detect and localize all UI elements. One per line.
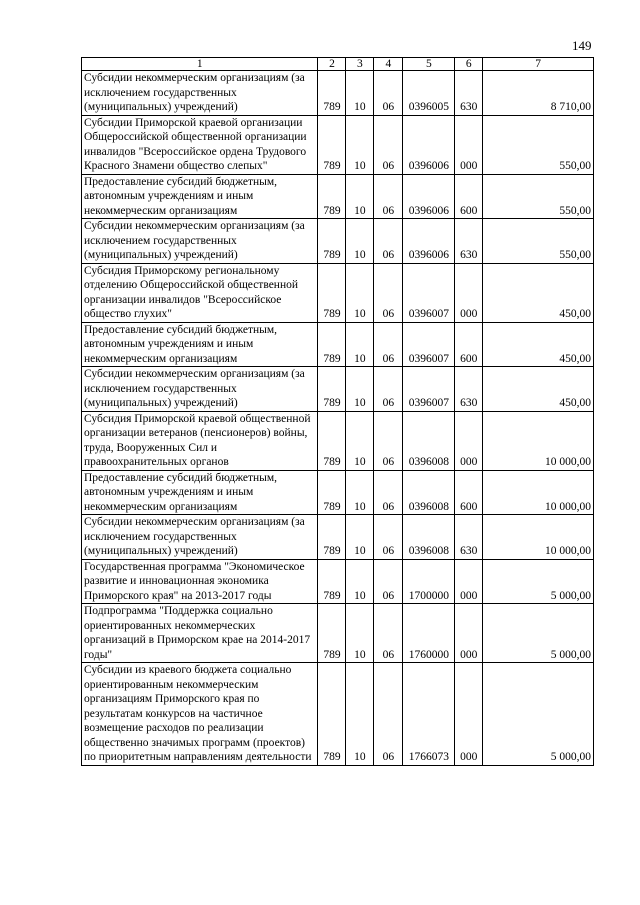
cell-ministry-code: 789	[318, 604, 346, 663]
cell-amount: 550,00	[483, 174, 594, 219]
cell-section: 10	[346, 515, 374, 560]
cell-ministry-code: 789	[318, 559, 346, 604]
cell-section: 10	[346, 663, 374, 766]
cell-amount: 8 710,00	[483, 71, 594, 116]
cell-target-article: 0396007	[403, 263, 455, 322]
cell-expense-type: 630	[455, 219, 483, 264]
cell-subsection: 06	[374, 263, 403, 322]
column-header: 5	[403, 58, 455, 71]
cell-name: Субсидии некоммерческим организациям (за исключением государственных (муниципальных) учреждений)	[82, 71, 318, 116]
cell-name: Субсидия Приморской краевой общественной организации ветеранов (пенсионеров) войны, труда, Вооруженных Сил и правоохранительных органов	[82, 411, 318, 470]
cell-name: Предоставление субсидий бюджетным, автономным учреждениям и иным некоммерческим организациям	[82, 322, 318, 367]
cell-amount: 450,00	[483, 263, 594, 322]
budget-table	[81, 57, 594, 766]
cell-ministry-code: 789	[318, 322, 346, 367]
cell-subsection: 06	[374, 322, 403, 367]
cell-name: Субсидия Приморскому региональному отделению Общероссийской общественной организации инвалидов "Всероссийское общество глухих"	[82, 263, 318, 322]
cell-target-article: 0396007	[403, 367, 455, 412]
cell-target-article: 0396008	[403, 515, 455, 560]
cell-expense-type: 600	[455, 174, 483, 219]
column-header: 3	[346, 58, 374, 71]
cell-amount: 5 000,00	[483, 604, 594, 663]
table-row	[82, 470, 594, 515]
cell-target-article: 0396006	[403, 115, 455, 174]
cell-expense-type: 600	[455, 322, 483, 367]
cell-ministry-code: 789	[318, 263, 346, 322]
column-header: 1	[82, 58, 318, 71]
cell-ministry-code: 789	[318, 515, 346, 560]
table-header-row	[82, 58, 594, 71]
cell-amount: 550,00	[483, 115, 594, 174]
table-row	[82, 219, 594, 264]
table-row	[82, 115, 594, 174]
cell-name: Государственная программа "Экономическое развитие и инновационная экономика Приморского края" на 2013-2017 годы	[82, 559, 318, 604]
table-row	[82, 559, 594, 604]
cell-target-article: 0396008	[403, 470, 455, 515]
cell-name: Подпрограмма "Поддержка социально ориентированных некоммерческих организаций в Приморском крае на 2014-2017 годы"	[82, 604, 318, 663]
page-number: 149	[572, 38, 592, 53]
column-header: 2	[318, 58, 346, 71]
table-row	[82, 411, 594, 470]
cell-target-article: 0396008	[403, 411, 455, 470]
cell-ministry-code: 789	[318, 219, 346, 264]
cell-name: Субсидии некоммерческим организациям (за исключением государственных (муниципальных) учреждений)	[82, 515, 318, 560]
cell-section: 10	[346, 219, 374, 264]
cell-expense-type: 000	[455, 663, 483, 766]
cell-target-article: 1766073	[403, 663, 455, 766]
table-row	[82, 663, 594, 766]
cell-subsection: 06	[374, 367, 403, 412]
cell-amount: 10 000,00	[483, 470, 594, 515]
cell-target-article: 0396006	[403, 174, 455, 219]
cell-section: 10	[346, 411, 374, 470]
cell-ministry-code: 789	[318, 470, 346, 515]
cell-subsection: 06	[374, 71, 403, 116]
column-header: 7	[483, 58, 594, 71]
cell-name: Субсидии Приморской краевой организации Общероссийской общественной организации инвалидов "Всероссийское ордена Трудового Красного Знамени общество слепых"	[82, 115, 318, 174]
cell-amount: 5 000,00	[483, 559, 594, 604]
column-header: 6	[455, 58, 483, 71]
cell-ministry-code: 789	[318, 663, 346, 766]
cell-name: Субсидии некоммерческим организациям (за исключением государственных (муниципальных) учреждений)	[82, 367, 318, 412]
cell-section: 10	[346, 263, 374, 322]
cell-name: Субсидии некоммерческим организациям (за исключением государственных (муниципальных) учреждений)	[82, 219, 318, 264]
cell-subsection: 06	[374, 411, 403, 470]
cell-section: 10	[346, 470, 374, 515]
table-row	[82, 263, 594, 322]
cell-ministry-code: 789	[318, 115, 346, 174]
cell-expense-type: 000	[455, 115, 483, 174]
cell-subsection: 06	[374, 604, 403, 663]
table-row	[82, 604, 594, 663]
cell-name: Субсидии из краевого бюджета социально ориентированным некоммерческим организациям Приморского края по результатам конкурсов на частичное возмещение расходов по реализации общественно значимых программ (проектов) по приоритетным направлениям деятельности	[82, 663, 318, 766]
cell-section: 10	[346, 322, 374, 367]
table-row	[82, 367, 594, 412]
cell-amount: 450,00	[483, 322, 594, 367]
cell-subsection: 06	[374, 663, 403, 766]
cell-subsection: 06	[374, 115, 403, 174]
cell-section: 10	[346, 559, 374, 604]
cell-section: 10	[346, 71, 374, 116]
table-row	[82, 71, 594, 116]
cell-name: Предоставление субсидий бюджетным, автономным учреждениям и иным некоммерческим организациям	[82, 470, 318, 515]
cell-section: 10	[346, 604, 374, 663]
cell-subsection: 06	[374, 559, 403, 604]
column-header: 4	[374, 58, 403, 71]
cell-expense-type: 630	[455, 71, 483, 116]
cell-target-article: 1760000	[403, 604, 455, 663]
cell-ministry-code: 789	[318, 367, 346, 412]
cell-expense-type: 000	[455, 559, 483, 604]
cell-subsection: 06	[374, 219, 403, 264]
cell-target-article: 0396007	[403, 322, 455, 367]
cell-expense-type: 630	[455, 515, 483, 560]
cell-expense-type: 000	[455, 263, 483, 322]
cell-ministry-code: 789	[318, 411, 346, 470]
cell-target-article: 1700000	[403, 559, 455, 604]
cell-amount: 550,00	[483, 219, 594, 264]
cell-subsection: 06	[374, 174, 403, 219]
cell-amount: 450,00	[483, 367, 594, 412]
cell-amount: 10 000,00	[483, 515, 594, 560]
cell-section: 10	[346, 115, 374, 174]
cell-name: Предоставление субсидий бюджетным, автономным учреждениям и иным некоммерческим организациям	[82, 174, 318, 219]
cell-subsection: 06	[374, 515, 403, 560]
cell-section: 10	[346, 367, 374, 412]
cell-amount: 10 000,00	[483, 411, 594, 470]
cell-expense-type: 600	[455, 470, 483, 515]
table-row	[82, 515, 594, 560]
cell-expense-type: 000	[455, 411, 483, 470]
cell-section: 10	[346, 174, 374, 219]
cell-target-article: 0396005	[403, 71, 455, 116]
table-body	[82, 71, 594, 766]
cell-expense-type: 000	[455, 604, 483, 663]
cell-expense-type: 630	[455, 367, 483, 412]
cell-target-article: 0396006	[403, 219, 455, 264]
cell-ministry-code: 789	[318, 71, 346, 116]
cell-subsection: 06	[374, 470, 403, 515]
table-row	[82, 174, 594, 219]
cell-amount: 5 000,00	[483, 663, 594, 766]
table-row	[82, 322, 594, 367]
cell-ministry-code: 789	[318, 174, 346, 219]
